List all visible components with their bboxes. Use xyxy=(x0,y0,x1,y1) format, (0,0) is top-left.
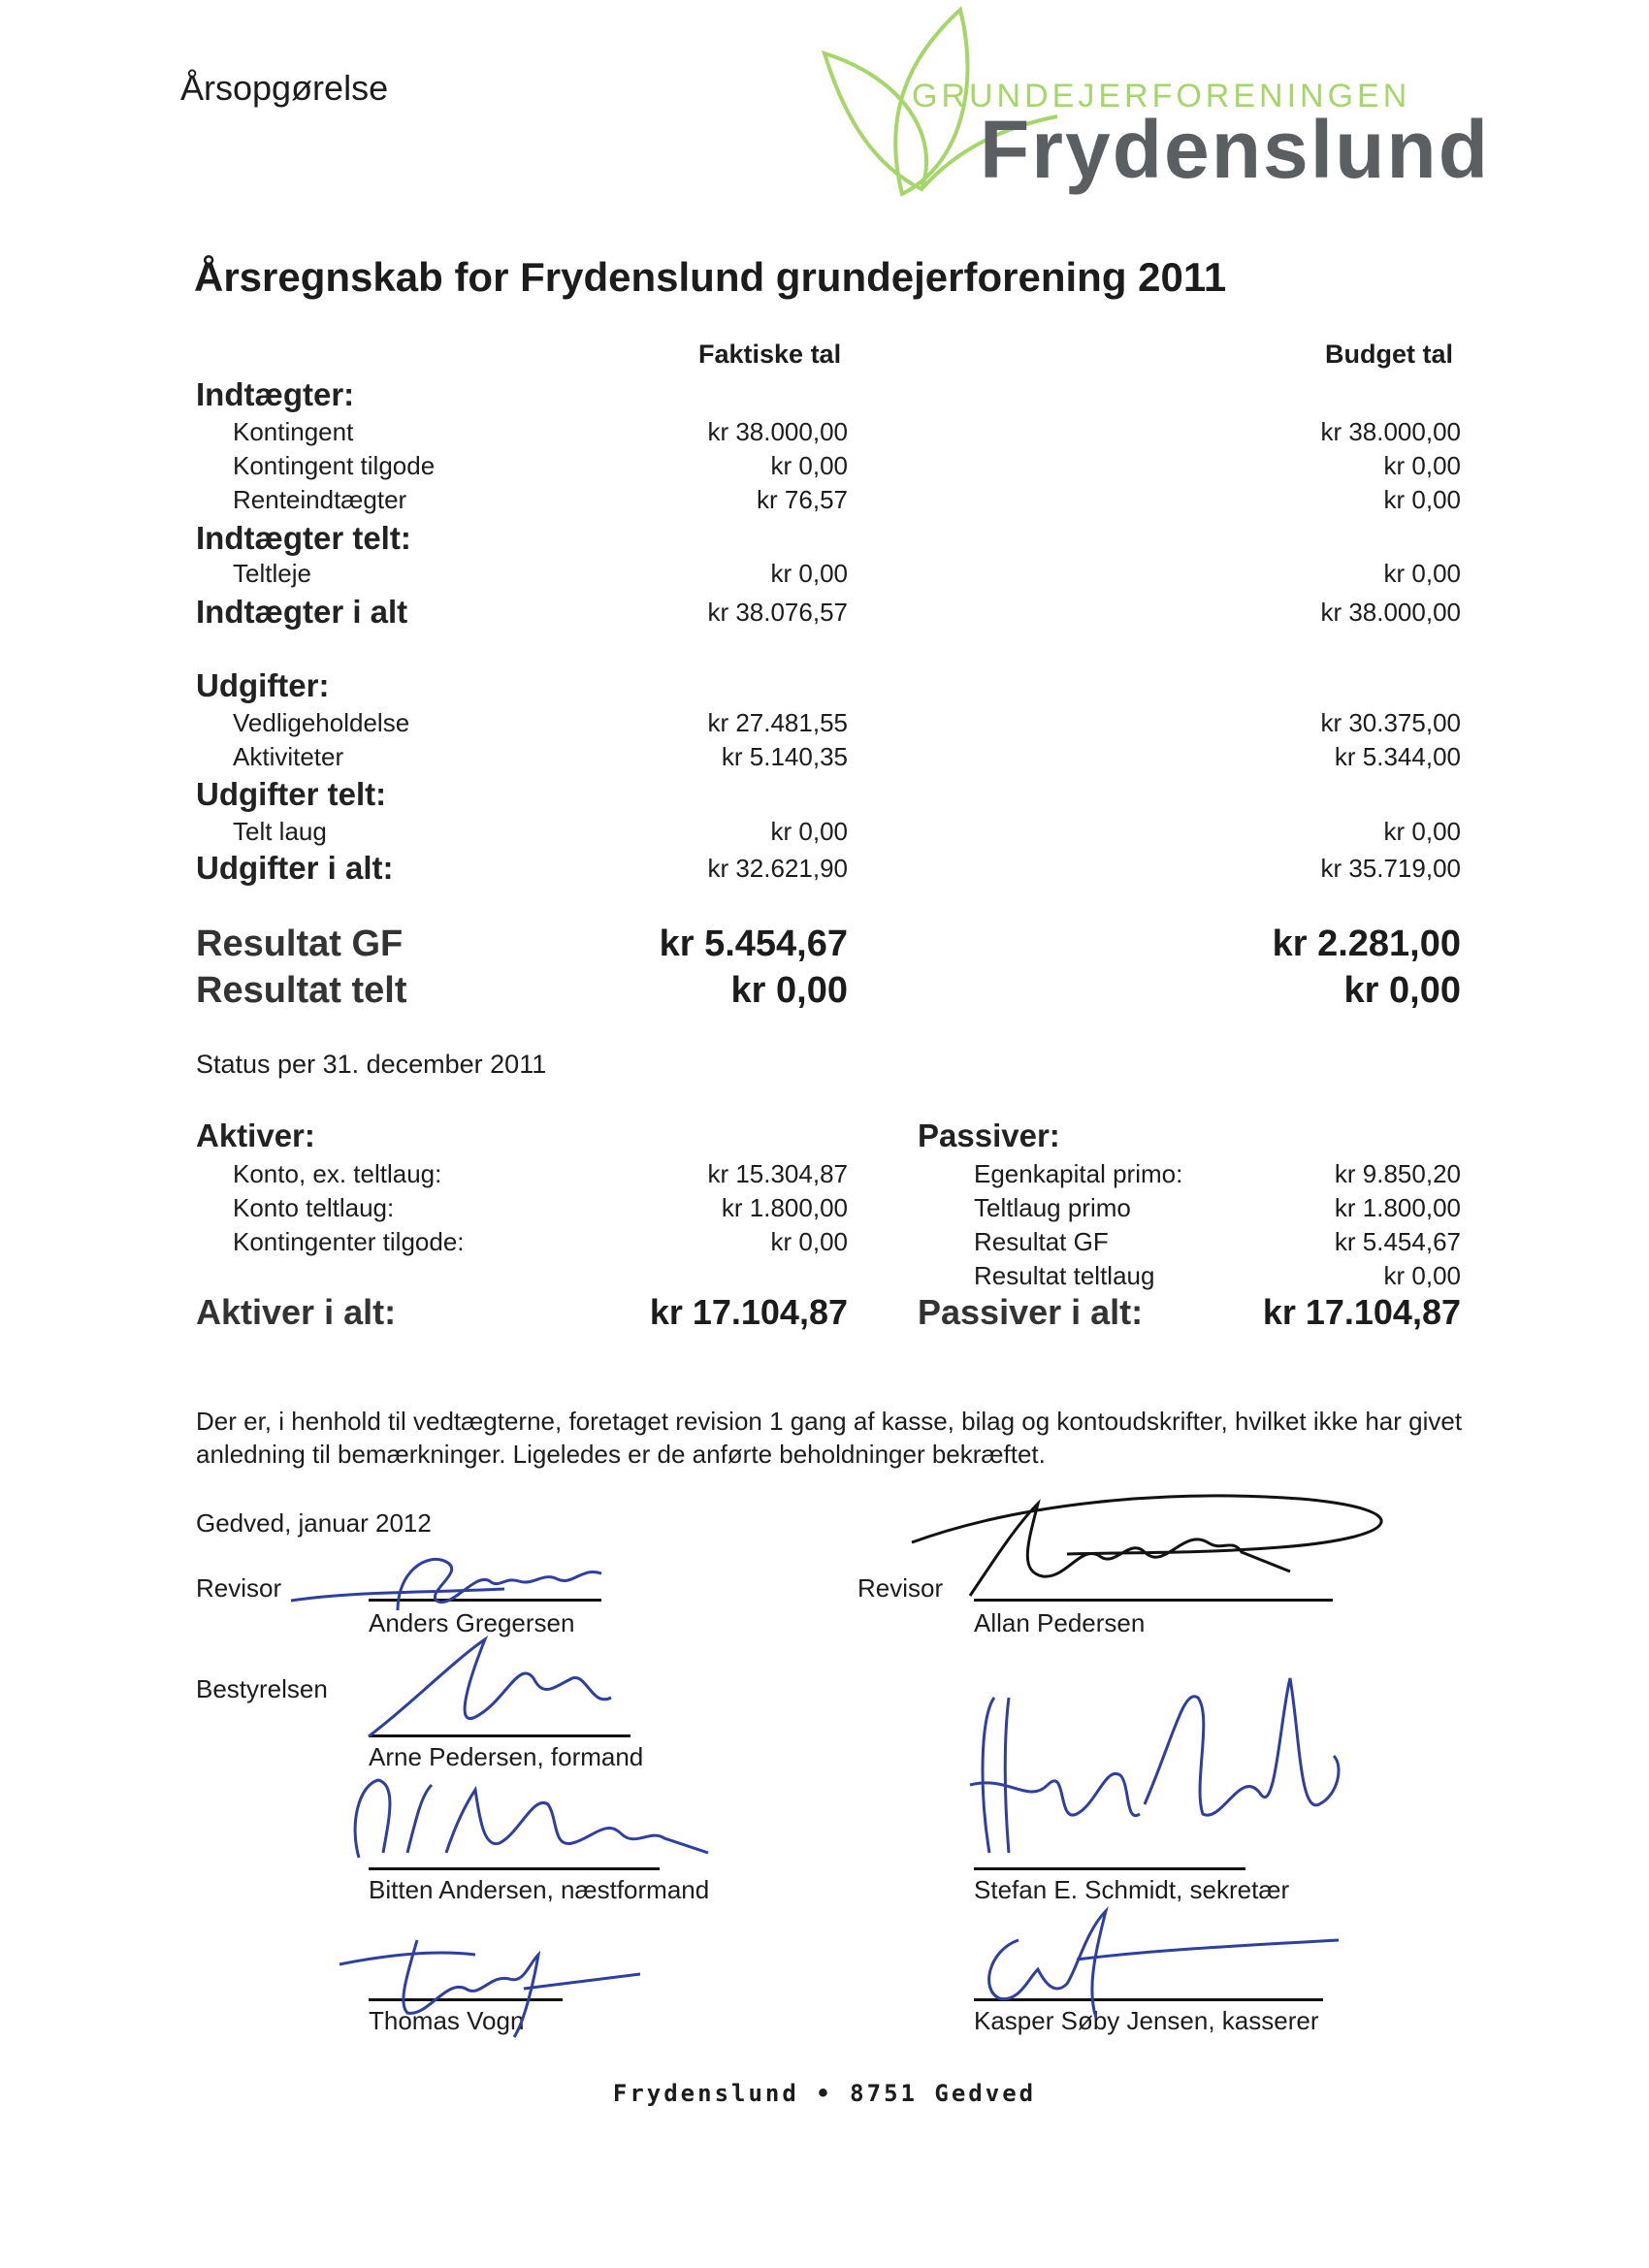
liability-row-label: Resultat teltlaug xyxy=(974,1261,1155,1290)
board-member-name: Thomas Vogn xyxy=(369,2006,525,2035)
signature-arne-pedersen xyxy=(349,1620,660,1756)
result-tent-budget: kr 0,00 xyxy=(1343,970,1461,1011)
signature-bitten-andersen xyxy=(340,1766,757,1882)
revisor-label-left: Revisor xyxy=(196,1573,282,1603)
expenses-tent-heading: Udgifter telt: xyxy=(196,776,387,812)
income-total-budget: kr 38.000,00 xyxy=(1320,598,1461,627)
liability-row-label: Teltlaug primo xyxy=(974,1193,1131,1222)
asset-row-value: kr 1.800,00 xyxy=(721,1193,848,1222)
liability-row-label: Resultat GF xyxy=(974,1227,1109,1256)
income-tent-heading: Indtægter telt: xyxy=(196,520,411,556)
logo-title: Frydenslund xyxy=(980,104,1491,195)
expense-tent-row-budget: kr 0,00 xyxy=(1383,817,1461,846)
board-member-name: Bitten Andersen, næstformand xyxy=(369,1875,710,1904)
income-tent-row-actual: kr 0,00 xyxy=(770,559,848,588)
liability-row-value: kr 1.800,00 xyxy=(1334,1193,1461,1222)
income-total-label: Indtægter i alt xyxy=(196,594,408,630)
income-row-budget: kr 0,00 xyxy=(1383,485,1461,514)
expense-row-budget: kr 5.344,00 xyxy=(1334,742,1461,771)
revisor-label-right: Revisor xyxy=(857,1573,944,1603)
income-total-actual: kr 38.076,57 xyxy=(707,598,848,627)
revisor2-name: Allan Pedersen xyxy=(974,1608,1146,1637)
board-member-name: Stefan E. Schmidt, sekretær xyxy=(974,1875,1290,1904)
assets-heading: Aktiver: xyxy=(196,1118,315,1153)
income-row-budget: kr 0,00 xyxy=(1383,451,1461,480)
liability-row-value: kr 0,00 xyxy=(1383,1261,1461,1290)
asset-row-label: Kontingenter tilgode: xyxy=(233,1227,465,1256)
assets-total-label: Aktiver i alt: xyxy=(196,1292,397,1332)
expense-tent-row-label: Telt laug xyxy=(233,817,327,846)
document-title: Årsregnskab for Frydenslund grundejerforening 2011 xyxy=(194,254,1227,300)
revisor1-name: Anders Gregersen xyxy=(369,1608,575,1637)
liability-row-value: kr 5.454,67 xyxy=(1334,1227,1461,1256)
assets-total-value: kr 17.104,87 xyxy=(649,1292,848,1332)
result-gf-label: Resultat GF xyxy=(196,923,404,964)
liabilities-total-label: Passiver i alt: xyxy=(918,1292,1144,1332)
document-label: Årsopgørelse xyxy=(180,68,389,108)
income-row-label: Kontingent xyxy=(233,417,354,446)
income-row-actual: kr 76,57 xyxy=(757,485,848,514)
board-member-name: Kasper Søby Jensen, kasserer xyxy=(974,2006,1319,2035)
expense-row-label: Aktiviteter xyxy=(233,742,344,771)
result-tent-label: Resultat telt xyxy=(196,970,407,1011)
expense-row-actual: kr 27.481,55 xyxy=(707,708,848,737)
income-row-label: Kontingent tilgode xyxy=(233,451,436,480)
income-row-budget: kr 38.000,00 xyxy=(1320,417,1461,446)
expense-row-actual: kr 5.140,35 xyxy=(721,742,848,771)
expense-row-label: Vedligeholdelse xyxy=(233,708,410,737)
signature-kasper-jensen xyxy=(960,1901,1348,2037)
footer-address: Frydenslund • 8751 Gedved xyxy=(612,2080,1037,2107)
income-row-actual: kr 0,00 xyxy=(770,451,848,480)
budget-column-header: Budget tal xyxy=(1325,340,1453,369)
income-tent-row-label: Teltleje xyxy=(233,559,311,588)
asset-row-value: kr 0,00 xyxy=(770,1227,848,1256)
liabilities-heading: Passiver: xyxy=(918,1118,1060,1153)
association-logo xyxy=(815,0,1513,223)
liability-row-value: kr 9.850,20 xyxy=(1334,1159,1461,1188)
income-tent-row-budget: kr 0,00 xyxy=(1383,559,1461,588)
logo-subtitle: GRUNDEJERFORENINGEN xyxy=(912,78,1411,114)
board-member-name: Arne Pedersen, formand xyxy=(369,1742,644,1771)
expenses-heading: Udgifter: xyxy=(196,667,330,703)
asset-row-label: Konto teltlaug: xyxy=(233,1193,395,1222)
signature-thomas-vogn xyxy=(330,1926,660,2042)
asset-row-label: Konto, ex. teltlaug: xyxy=(233,1159,442,1188)
expenses-total-actual: kr 32.621,90 xyxy=(707,854,848,883)
status-date: Status per 31. december 2011 xyxy=(196,1050,547,1079)
expenses-total-budget: kr 35.719,00 xyxy=(1320,854,1461,883)
result-tent-actual: kr 0,00 xyxy=(730,970,848,1011)
actual-column-header: Faktiske tal xyxy=(698,340,842,369)
expense-tent-row-actual: kr 0,00 xyxy=(770,817,848,846)
signature-allan-pedersen xyxy=(873,1484,1416,1610)
income-row-label: Renteindtægter xyxy=(233,485,407,514)
liability-row-label: Egenkapital primo: xyxy=(974,1159,1183,1188)
expenses-total-label: Udgifter i alt: xyxy=(196,850,394,886)
result-gf-budget: kr 2.281,00 xyxy=(1272,923,1461,964)
income-row-actual: kr 38.000,00 xyxy=(707,417,848,446)
result-gf-actual: kr 5.454,67 xyxy=(659,923,848,964)
place-date: Gedved, januar 2012 xyxy=(196,1508,432,1538)
expense-row-budget: kr 30.375,00 xyxy=(1320,708,1461,737)
board-label: Bestyrelsen xyxy=(196,1674,328,1703)
signature-stefan-schmidt xyxy=(951,1659,1358,1882)
liabilities-total-value: kr 17.104,87 xyxy=(1262,1292,1461,1332)
income-heading: Indtægter: xyxy=(196,376,355,412)
audit-statement: Der er, i henhold til vedtægterne, foretaget revision 1 gang af kasse, bilag og kontoudskrifter, hvilket ikke har givet anledning til bemærkninger. Ligeledes er de anførte beholdninger bekræftet. xyxy=(196,1407,1463,1469)
asset-row-value: kr 15.304,87 xyxy=(707,1159,848,1188)
